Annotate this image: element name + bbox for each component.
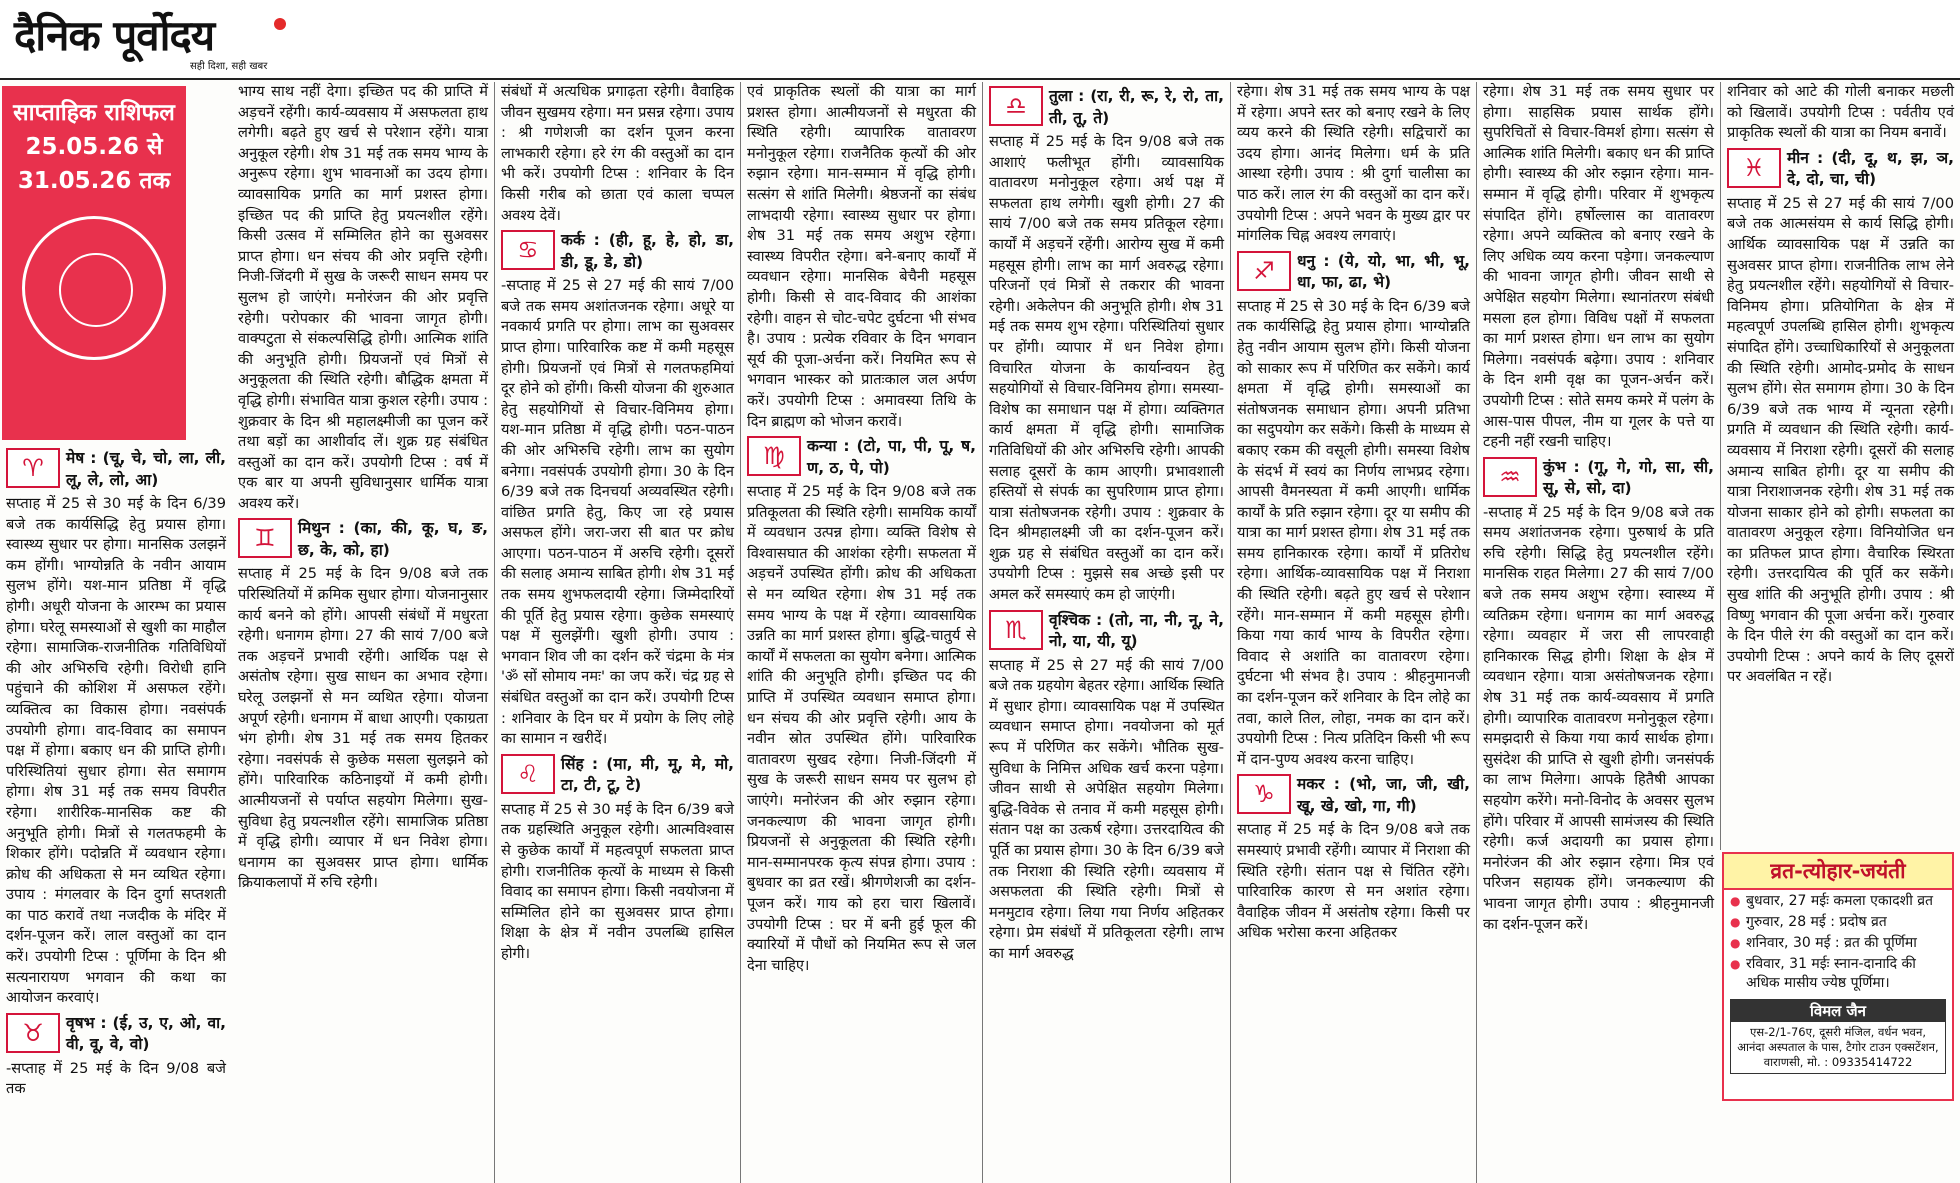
sign-name: वृषभ : (ई, उ, ए, ओ, वा, वी, वू, वे, वो): [66, 1013, 226, 1054]
sign-text: सप्ताह में 25 से 27 मई की सायं 7/00 बजे तक ग्रहयोग बेहतर रहेगा। आर्थिक स्थिति में सुधार होगा। व्यावसायिक पक्ष में उपस्थित व्यवधान समाप्त होगा। नवयोजना को मूर्त रूप में परिणित कर सकेंगे। भौतिक सुख-सुविधा के निमित्त अधिक खर्च करना पड़ेगा। जीवन साथी से अपेक्षित सहयोग मिलेगा। बुद्धि-विवेक से तनाव में कमी महसूस होगी। संतान पक्ष का उत्कर्ष रहेगा। उत्तरदायित्व की पूर्ति का प्रयास होगा। 30 के दिन 6/39 बजे तक निराशा की स्थिति रहेगी। व्यवसाय में असफलता की स्थिति रहेगी। मित्रों से मनमुटाव रहेगा। लिया गया निर्णय अहितकर रहेगा। प्रेम संबंधों में प्रतिकूलता रहेगी। लाभ का मार्ग अवरुद्ध: [989, 656, 1224, 962]
sign-dhanu: [1237, 251, 1470, 295]
sagittarius-icon: ♐: [1237, 251, 1291, 291]
gemini-icon: ♊: [238, 518, 292, 558]
festival-item: ● गुरुवार, 28 मई : प्रदोष व्रत: [1724, 911, 1952, 932]
column-5: [982, 82, 1230, 1183]
sign-text: सप्ताह में 25 से 27 मई की सायं 7/00 बजे तक आत्मसंयम से कार्य सिद्धि होगी। आर्थिक व्यावसायिक पक्ष में उन्नति का सुअवसर प्राप्त होगा। राजनीतिक लाभ लेने हेतु प्रयत्नशील रहेंगे। सहयोगियों से विचार-विनिमय होगा। प्रतियोगिता के क्षेत्र में महत्वपूर्ण उपलब्धि हासिल होगी। शुभकृत्य संपादित होंगे। उच्चाधिकारियों से अनुकूलता की स्थिति रहेगी। आमोद-प्रमोद के साधन सुलभ होंगे। सेत समागम होगा। 30 के दिन 6/39 बजे तक भाग्य में न्यूनता रहेगी। प्रगति में व्यवधान की स्थिति रहेगी। कार्य-व्यवसाय में निराशा रहेगी। दूसरों की सलाह अमान्य साबित होगी। दूर या समीप की यात्रा निराशाजनक रहेगी। शेष 31 मई तक योजना साकार होने को होगी। सफलता का वातावरण अनुकूल रहेगा। विनियोजित धन का प्रतिफल प्राप्त होगा। वैचारिक स्थिरता रहेगी। उत्तरदायित्व की पूर्ति कर सकेंगे। सुख शांति की अनुभूति होगी। उपाय : श्री विष्णु भगवान की पूजा अर्चना करें। गुरुवार के दिन पीले रंग की वस्तुओं का दान करें। उपयोगी टिप्स : अपने कार्य के लिए दूसरों पर अवलंबित न रहें।: [1727, 194, 1954, 686]
sign-text: सप्ताह में 25 मई के दिन 9/08 बजे तक परिस्थितियों में क्रमिक सुधार होगा। योजनानुसार कार्य बनने को होंगे। आपसी संबंधों में मधुरता रहेगी। धनागम होगा। 27 की सायं 7/00 बजे तक अड़चनें प्रभावी रहेंगी। आर्थिक पक्ष से असंतोष रहेगा। सुख साधन का अभाव रहेगा। घरेलू उलझनों से मन व्यथित रहेगा। योजना अपूर्ण रहेगी। धनागम में बाधा आएगी। एकाग्रता भंग होगी। शेष 31 मई तक समय हितकर रहेगा। नवसंपर्क से कुछेक मसला सुलझने को होंगे। पारिवारिक कठिनाइयों में कमी होगी। आत्मीयजनों से पर्याप्त सहयोग मिलेगा। सुख-सुविधा हेतु प्रयत्नशील रहेंगे। सामाजिक प्रतिष्ठा में वृद्धि होगी। व्यापार में धन निवेश होगा। धनागम का सुअवसर प्राप्त होगा। धार्मिक क्रियाकलापों में रुचि रहेगी।: [238, 565, 488, 892]
sign-name: कन्या : (टो, पा, पी, पू, ष, ण, ठ, पे, पो): [807, 437, 976, 477]
column-2: [232, 82, 494, 1183]
festival-item: ● शनिवार, 30 मई : व्रत की पूर्णिमा: [1724, 932, 1952, 953]
sign-text: रहेगा। शेष 31 मई तक समय सुधार पर होगा। साहसिक प्रयास सार्थक होंगे। सुपरिचितों से विचार-विमर्श होगा। सत्संग से आत्मिक शांति मिलेगी। बकाए धन की प्राप्ति होगी। स्वास्थ्य की ओर रुझान रहेगा। मान-सम्मान में वृद्धि होगी। परिवार में शुभकृत्य संपादित होंगे। हर्षोल्लास का वातावरण रहेगा। अपने व्यक्तित्व को बनाए रखने के लिए अधिक व्यय करना पड़ेगा। जनकल्याण की भावना जागृत होगी। जीवन साथी से अपेक्षित सहयोग मिलेगा। स्थानांतरण संबंधी मसला हल होगा। विविध पक्षों में सफलता का मार्ग प्रशस्त होगा। धन लाभ का सुयोग मिलेगा। नवसंपर्क बढ़ेगा। उपाय : शनिवार के दिन शमी वृक्ष का पूजन-अर्चन करें। उपयोगी टिप्स : सोते समय कमरे में पलंग के आस-पास पीपल, नीम या गूलर के पत्ते या टहनी नहीं रखनी चाहिए।: [1483, 83, 1714, 451]
sign-makar: [1237, 774, 1470, 818]
newspaper-tagline: सही दिशा, सही खबर: [190, 61, 268, 72]
sign-name: मीन : (दी, दू, थ, झ, ञ, दे, दो, चा, ची): [1787, 148, 1954, 189]
horoscope-page: [0, 82, 1960, 1183]
sign-text: सप्ताह में 25 से 30 मई के दिन 6/39 बजे तक कार्यसिद्धि हेतु प्रयास होगा। स्वास्थ्य सुधार पर होगा। मानसिक उलझनें कम होंगी। भाग्योन्नति के नवीन आयाम सुलभ होंगे। यश-मान प्रतिष्ठा में वृद्धि होगी। अधूरी योजना के आरम्भ का प्रयास होगा। घरेलू समस्याओं से खुशी का माहौल रहेगा। सामाजिक-राजनीतिक गतिविधियों की ओर अभिरुचि रहेगी। विरोधी हानि पहुंचाने की कोशिश में असफल रहेंगे। व्यक्तित्व का विकास होगा। नवसंपर्क उपयोगी होगा। वाद-विवाद का समापन पक्ष में होगा। बकाए धन की प्राप्ति होगी। परिस्थितियां सुधार होगा। सेत समागम होगा। शेष 31 मई तक समय विपरीत रहेगा। शारीरिक-मानसिक कष्ट की अनुभूति होगी। मित्रों से गलतफहमी के शिकार होंगे। पदोन्नति में व्यवधान रहेगा। क्रोध की अधिकता से मन व्यथित रहेगा। उपाय : मंगलवार के दिन दुर्गा सप्तशती का पाठ करावें तथा नजदीक के मंदिर में दर्शन-पूजन करें। लाल वस्तुओं का दान करें। उपयोगी टिप्स : पूर्णिमा के दिन श्री सत्यनारायण भगवान की कथा का आयोजन करवाएं।: [6, 495, 226, 1007]
sign-name: तुला : (रा, री, रू, रे, रो, ता, ती, तू, ते): [1049, 87, 1224, 127]
sign-text: सप्ताह में 25 मई के दिन 9/08 बजे तक आशाएं फलीभूत होंगी। व्यावसायिक वातावरण मनोनुकूल रहेगा। अर्थ पक्ष में सफलता हाथ लगेगी। खुशी होगी। 27 की सायं 7/00 बजे तक समय प्रतिकूल रहेगा। कार्यों में अड़चनें रहेंगी। आरोग्य सुख में कमी महसूस होगी। लाभ का मार्ग अवरुद्ध रहेगा। परिजनों एवं मित्रों से तकरार की भावना रहेगी। अकेलेपन की अनुभूति होगी। शेष 31 मई तक समय शुभ रहेगा। परिस्थितियां सुधार पर होंगी। व्यापार में धन निवेश होगा। विचारित योजना के कार्यान्वयन हेतु सहयोगियों से विचार-विनिमय होगा। समस्या-विशेष का समाधान पक्ष में होगा। व्यक्तिगत कार्य क्षमता में वृद्धि होगी। सामाजिक गतिविधियों की ओर अभिरुचि रहेगी। आपकी सलाह दूसरों के काम आएगी। प्रभावशाली हस्तियों से संपर्क का सुपरिणाम प्राप्त होगा। यात्रा संतोषजनक रहेगी। उपाय : शुक्रवार के दिन श्रीमहालक्ष्मी जी का दर्शन-पूजन करें। शुक्र ग्रह से संबंधित वस्तुओं का दान करें। उपयोगी टिप्स : मुझसे सब अच्छे इसी पर अमल करें समस्याएं कम हो जाएंगी।: [989, 133, 1224, 604]
sign-text: सप्ताह में 25 से 30 मई के दिन 6/39 बजे तक कार्यसिद्धि हेतु प्रयास होगा। भाग्योन्नति हेतु नवीन आयाम सुलभ होंगे। किसी योजना को साकार रूप में परिणित कर सकेंगे। कार्य क्षमता में वृद्धि होगी। समस्याओं का संतोषजनक समाधान होगा। अपनी प्रतिभा का सदुपयोग कर सकेंगे। किसी के माध्यम से बकाए रकम की वसूली होगी। समस्या विशेष के संदर्भ में स्वयं का निर्णय लाभप्रद रहेगा। आपसी वैमनस्यता में कमी आएगी। धार्मिक कार्यों के प्रति रुझान रहेगा। दूर या समीप की यात्रा का मार्ग प्रशस्त होगा। शेष 31 मई तक समय हानिकारक रहेगा। कार्यों में प्रतिरोध रहेगा। आर्थिक-व्यावसायिक पक्ष में निराशा की स्थिति रहेगी। बढ़ते हुए खर्च से परेशान रहेंगे। मान-सम्मान में कमी महसूस होगी। किया गया कार्य भाग्य के विपरीत रहेगा। विवाद से अशांति का वातावरण रहेगा। दुर्घटना भी संभव है। उपाय : श्रीहनुमानजी का दर्शन-पूजन करें शनिवार के दिन लोहे का तवा, काले तिल, लोहा, नमक का दान करें। उपयोगी टिप्स : नित्य प्रतिदिन किसी भी रूप में दान-पुण्य अवश्य करना चाहिए।: [1237, 297, 1470, 768]
sign-kanya: [747, 436, 976, 480]
sign-name: धनु : (ये, यो, भा, भी, भू, धा, फा, ढा, भे): [1297, 251, 1470, 292]
cancer-icon: ♋: [501, 230, 555, 270]
sign-text: सप्ताह में 25 मई के दिन 9/08 बजे तक प्रतिकूलता की स्थिति रहेगी। सामयिक कार्यों में व्यवधान उत्पन्न होगा। व्यक्ति विशेष से विश्वासघात की आशंका रहेगी। सफलता में अड़चनें उपस्थित होंगी। क्रोध की अधिकता से मन व्यथित रहेगा। शेष 31 मई तक समय भाग्य के पक्ष में रहेगा। व्यावसायिक उन्नति का मार्ग प्रशस्त होगा। बुद्धि-चातुर्य से कार्यों में सफलता का सुयोग बनेगा। आत्मिक शांति की अनुभूति होगी। इच्छित पद की प्राप्ति में उपस्थित व्यवधान समाप्त होगा। धन संचय की ओर प्रवृत्ति रहेगी। आय के नवीन स्रोत उपस्थित होंगे। पारिवारिक वातावरण सुखद रहेगा। निजी-जिंदगी में सुख के जरूरी साधन समय पर सुलभ हो जाएंगे। मनोरंजन की ओर रुझान रहेगा। जनकल्याण की भावना जागृत होगी। प्रियजनों से अनुकूलता की स्थिति रहेगी। मान-सम्मानपरक कृत्य संपन्न होगा। उपाय : बुधवार का व्रत रखें। श्रीगणेशजी का दर्शन-पूजन करें। गाय को हरा चारा खिलावें। उपयोगी टिप्स : घर में बनी हुई फूल की क्यारियों में पौधों को नियमित रूप से जल देना चाहिए।: [747, 483, 976, 974]
aquarius-icon: ♒: [1483, 457, 1537, 497]
sign-name: कुंभ : (गू, गे, गो, सा, सी, सू, से, सो, दा): [1543, 457, 1714, 498]
column-6: [1230, 82, 1476, 1183]
sign-name: सिंह : (मा, मी, मू, मे, मो, टा, टी, टू, टे): [561, 754, 734, 795]
sign-name: वृश्चिक : (तो, ना, नी, नू, ने, नो, या, यी, यू): [1049, 610, 1224, 651]
author-box: [1730, 999, 1946, 1074]
pisces-icon: ♓: [1727, 148, 1781, 188]
zodiac-wheel-icon: [22, 216, 166, 360]
festival-item: ● बुधवार, 27 मईः कमला एकादशी व्रत: [1724, 890, 1952, 911]
sign-text: -सप्ताह में 25 से 27 मई की सायं 7/00 बजे तक समय अशांतजनक रहेगा। अधूरे या नवकार्य प्रगति पर होगा। लाभ का सुअवसर प्राप्त होगा। पारिवारिक कष्ट में कमी महसूस होगी। प्रियजनों एवं मित्रों से गलतफहमियां दूर होने को होंगी। किसी योजना की शुरुआत हेतु सहयोगियों से विचार-विनिमय होगा। यश-मान प्रतिष्ठा में वृद्धि होगी। पठन-पाठन की ओर अभिरुचि रहेगी। लाभ का सुयोग बनेगा। नवसंपर्क उपयोगी होगा। 30 के दिन 6/39 बजे तक दिनचर्या अव्यवस्थित रहेगी। वांछित प्रगति हेतु, किए जा रहे प्रयास असफल होंगे। जरा-जरा सी बात पर क्रोध आएगा। पठन-पाठन में अरुचि रहेगी। दूसरों की सलाह अमान्य साबित होगी। शेष 31 मई तक समय शुभफलदायी रहेगा। जिम्मेदारियों की पूर्ति हेतु प्रयास रहेगा। कुछेक समस्याएं पक्ष में सुलझेंगी। खुशी होगी। उपाय : भगवान शिव जी का दर्शन करें चंद्रमा के मंत्र 'ॐ सों सोमाय नमः' का जप करें। चंद्र ग्रह से संबंधित वस्तुओं का दान करें। उपयोगी टिप्स : शनिवार के दिन घर में प्रयोग के लिए लोहे का सामान न खरीदें।: [501, 277, 734, 748]
sign-tula: [989, 86, 1224, 130]
scorpio-icon: ♏: [989, 610, 1043, 650]
libra-icon: ♎: [989, 86, 1043, 126]
aries-icon: ♈: [6, 448, 60, 488]
sign-text: सप्ताह में 25 मई के दिन 9/08 बजे तक समस्याएं प्रभावी रहेंगी। व्यापार में निराशा की स्थिति रहेगी। संतान पक्ष से चिंतित रहेंगे। पारिवारिक कारण से मन अशांत रहेगा। वैवाहिक जीवन में असंतोष रहेगा। किसी पर अधिक भरोसा करना अहितकर: [1237, 821, 1470, 942]
sign-singh: [501, 754, 734, 798]
weekly-horoscope-panel: [2, 86, 186, 440]
sign-text: भाग्य साथ नहीं देगा। इच्छित पद की प्राप्ति में अड़चनें रहेंगी। कार्य-व्यवसाय में असफलता हाथ लगेगी। बढ़ते हुए खर्च से परेशान रहेंगे। यात्रा अनुकूल रहेगी। शेष 31 मई तक समय भाग्य के अनुरूप रहेगा। शुभ भावनाओं का उदय होगा। व्यावसायिक प्रगति का मार्ग प्रशस्त होगा। इच्छित पद की प्राप्ति हेतु प्रयत्नशील रहेंगे। किसी उत्सव में सम्मिलित होने का सुअवसर प्राप्त होगा। धन संचय की ओर प्रवृत्ति रहेगी। निजी-जिंदगी में सुख के जरूरी साधन समय पर सुलभ हो जाएंगे। मनोरंजन की ओर प्रवृत्ति रहेगी। परोपकार की भावना जागृत होगी। वाक्पटुता से संकल्पसिद्धि होगी। आत्मिक शांति की अनुभूति होगी। प्रियजनों एवं मित्रों से अनुकूलता की स्थिति रहेगी। बौद्धिक क्षमता में वृद्धि होगी। संभावित यात्रा कुशल रहेगी। उपाय : शुक्रवार के दिन श्री महालक्ष्मीजी का पूजन करें तथा बड़ों का आशीर्वाद लें। शुक्र ग्रह संबंधित वस्तुओं का दान करें। उपयोगी टिप्स : वर्ष में एक बार या अपनी सुविधानुसार धार्मिक यात्रा अवश्य करें।: [238, 83, 488, 512]
sign-name: मेष : (चू, चे, चो, ला, ली, लू, ले, लो, आ): [66, 449, 226, 489]
sign-vrish: [6, 1013, 226, 1057]
sign-name: मकर : (भो, जा, जी, खी, खू, खे, खो, गा, गी): [1297, 775, 1470, 815]
sign-kumbh: [1483, 457, 1714, 501]
sign-text: सप्ताह में 25 से 30 मई के दिन 6/39 बजे तक ग्रहस्थिति अनुकूल रहेगी। आत्मविश्वास से कुछेक कार्यों में महत्वपूर्ण सफलता प्राप्त होगी। राजनीतिक कृत्यों के माध्यम से किसी विवाद का समापन होगा। किसी नवयोजना में सम्मिलित होने का सुअवसर प्राप्त होगा। शिक्षा के क्षेत्र में नवीन उपलब्धि हासिल होगी।: [501, 800, 734, 962]
virgo-icon: ♍: [747, 436, 801, 476]
sign-meen: [1727, 148, 1954, 192]
sign-kark: [501, 230, 734, 274]
sign-text: संबंधों में अत्यधिक प्रगाढ़ता रहेगी। वैवाहिक जीवन सुखमय रहेगा। मन प्रसन्न रहेगा। उपाय : श्री गणेशजी का दर्शन पूजन करना लाभकारी रहेगा। हरे रंग की वस्तुओं का दान भी करें। उपयोगी टिप्स : शनिवार के दिन किसी गरीब को छाता एवं काला चप्पल अवश्य देवें।: [501, 83, 734, 224]
capricorn-icon: ♑: [1237, 774, 1291, 814]
panel-title: साप्ताहिक राशिफल 25.05.26 से 31.05.26 तक: [13, 100, 175, 194]
sign-text: रहेगा। शेष 31 मई तक समय भाग्य के पक्ष में रहेगा। अपने स्तर को बनाए रखने के लिए व्यय करने की स्थिति रहेगी। सद्विचारों का उदय होगा। आनंद मिलेगा। धर्म के प्रति आस्था रहेगी। उपाय : श्री दुर्गा चालीसा का पाठ करें। लाल रंग की वस्तुओं का दान करें। उपयोगी टिप्स : अपने भवन के मुख्य द्वार पर मांगलिक चिह्न अवश्य लगवाएं।: [1237, 83, 1470, 245]
sign-text: -सप्ताह में 25 मई के दिन 9/08 बजे तक: [6, 1059, 226, 1098]
sign-name: कर्क : (ही, हू, हे, हो, डा, डी, डू, डे, डो): [561, 231, 734, 271]
sign-text: एवं प्राकृतिक स्थलों की यात्रा का मार्ग प्रशस्त होगा। आत्मीयजनों से मधुरता की स्थिति रहेगी। व्यापारिक वातावरण मनोनुकूल रहेगा। राजनैतिक कृत्यों की ओर रुझान रहेगा। मान-सम्मान में वृद्धि होगी। सत्संग से शांति मिलेगी। श्रेष्ठजनों का संबंध लाभदायी रहेगा। स्वास्थ्य सुधार पर होगा। शेष 31 मई तक समय अशुभ रहेगा। स्वास्थ्य विपरीत रहेगा। बने-बनाए कार्यों में व्यवधान रहेगा। मानसिक बेचैनी महसूस होगी। किसी से वाद-विवाद की आशंका रहेगी। वाहन से चोट-चपेट दुर्घटना भी संभव है। उपाय : प्रत्येक रविवार के दिन भगवान सूर्य की पूजा-अर्चना करें। नियमित रूप से भगवान भास्कर को प्रातःकाल जल अर्पण करें। उपयोगी टिप्स : अमावस्या तिथि के दिन ब्राह्मण को भोजन करावें।: [747, 83, 976, 430]
sign-name: मिथुन : (का, की, कू, घ, ङ, छ, के, को, हा): [298, 519, 488, 560]
column-4: [740, 82, 982, 1183]
sign-vrishchik: [989, 610, 1224, 654]
zodiac-wheel-center: [59, 253, 133, 327]
column-8: [1720, 82, 1960, 850]
sign-mithun: [238, 518, 488, 562]
sign-text: शनिवार को आटे की गोली बनाकर मछली को खिलावें। उपयोगी टिप्स : पर्वतीय एवं प्राकृतिक स्थलों की यात्रा का नियम बनावें।: [1727, 83, 1954, 142]
logo-dot-icon: [274, 18, 286, 30]
newspaper-title: दैनिक पूर्वोदय: [14, 11, 215, 60]
author-name: विमल जैन: [1731, 1000, 1945, 1022]
festival-box: [1722, 852, 1954, 1101]
column-3: [494, 82, 740, 1183]
festival-item: ● रविवार, 31 मईः स्नान-दानादि की अधिक मासीय ज्येष्ठ पूर्णिमा।: [1724, 953, 1952, 993]
column-7: [1476, 82, 1720, 1183]
leo-icon: ♌: [501, 754, 555, 794]
sign-text: -सप्ताह में 25 मई के दिन 9/08 बजे तक समय अशांतजनक रहेगा। पुरुषार्थ के प्रति रुचि रहेगी। सिद्धि हेतु प्रयत्नशील रहेंगे। मानसिक राहत मिलेगा। 27 की सायं 7/00 बजे तक समय अशुभ रहेगा। स्वास्थ्य में व्यतिक्रम रहेगा। धनागम का मार्ग अवरुद्ध रहेगा। व्यवहार में जरा सी लापरवाही हानिकारक सिद्ध होगी। शिक्षा के क्षेत्र में व्यवधान रहेगा। यात्रा असंतोषजनक रहेगा। शेष 31 मई तक कार्य-व्यवसाय में प्रगति होगी। व्यापारिक वातावरण मनोनुकूल रहेगा। समझदारी से किया गया कार्य सार्थक होगा। सुसंदेश की प्राप्ति से खुशी होगी। जनसंपर्क का लाभ मिलेगा। आपके हितैषी आपका सहयोग करेंगे। मनो-विनोद के अवसर सुलभ होंगे। परिवार में आपसी सामंजस्य की स्थिति रहेगी। कर्ज अदायगी का प्रयास होगा। मनोरंजन की ओर रुझान रहेगा। मित्र एवं परिजन सहायक होंगे। जनकल्याण की भावना जागृत होगी। उपाय : श्रीहनुमानजी का दर्शन-पूजन करें।: [1483, 503, 1714, 933]
author-address: एस-2/1-76ए, दूसरी मंजिल, वर्धन भवन, आनंदा अस्पताल के पास, टैगोर टाउन एक्सटेंशन, वाराणसी, मो. : 09335414722: [1737, 1025, 1939, 1069]
sign-mesh: [6, 448, 226, 492]
masthead: [0, 0, 1960, 80]
festival-title: व्रत-त्योहार-जयंती: [1724, 854, 1952, 890]
taurus-icon: ♉: [6, 1013, 60, 1053]
